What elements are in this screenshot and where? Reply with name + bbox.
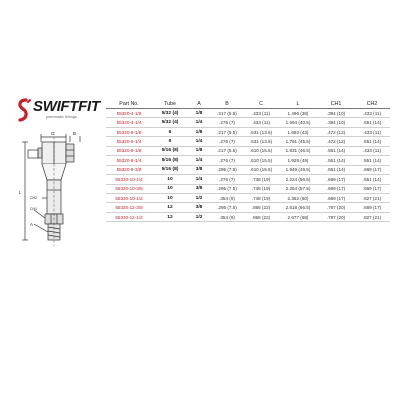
- table-row: [106, 118, 390, 127]
- header-tube: Tube: [152, 99, 188, 109]
- tube-cell: 10: [152, 184, 188, 193]
- push-in-fitting-technical-drawing-icon: [18, 128, 98, 268]
- ch1-cell: .472 (12): [318, 137, 354, 146]
- a-cell: 1/8: [188, 127, 210, 136]
- brand-logo: [16, 98, 102, 124]
- dimension-ch2-label: CH2: [30, 196, 38, 200]
- header-part-no: Part No.: [106, 99, 152, 109]
- b-cell: .354 (9): [210, 193, 244, 202]
- c-cell: .866 (22): [244, 212, 278, 221]
- tube-cell: 5/16 (8): [152, 146, 188, 155]
- c-cell: .531 (13.5): [244, 127, 278, 136]
- c-cell: .748 (19): [244, 184, 278, 193]
- ch1-cell: .669 (17): [318, 193, 354, 202]
- ch1-cell: .787 (20): [318, 203, 354, 212]
- part-no-cell: 55320-8-1/8: [106, 146, 152, 155]
- part-no-cell: 55320-8-1/4: [106, 156, 152, 165]
- ch2-cell: .433 (11): [354, 146, 390, 155]
- dimension-l-label: L: [19, 190, 22, 195]
- l-cell: 1.496 (38): [278, 109, 318, 118]
- header-a: A: [188, 99, 210, 109]
- l-cell: 2.362 (60): [278, 193, 318, 202]
- b-cell: .217 (5.5): [210, 127, 244, 136]
- l-cell: 2.618 (66.5): [278, 203, 318, 212]
- table-row: [106, 203, 390, 212]
- fitting-drawing: [18, 128, 98, 268]
- b-cell: .295 (7.5): [210, 165, 244, 174]
- l-cell: 1.594 (40.5): [278, 118, 318, 127]
- ch2-cell: .669 (17): [354, 184, 390, 193]
- part-no-cell: 55320-10-1/4: [106, 175, 152, 184]
- ch1-cell: .551 (14): [318, 165, 354, 174]
- part-no-cell: 55320-10-1/2: [106, 193, 152, 202]
- l-cell: 1.929 (49): [278, 156, 318, 165]
- table-row: [106, 109, 390, 118]
- header-b: B: [210, 99, 244, 109]
- table-row: [106, 156, 390, 165]
- a-cell: 1/2: [188, 212, 210, 221]
- ch2-cell: .551 (14): [354, 175, 390, 184]
- part-no-cell: 55320-12-1/2: [106, 212, 152, 221]
- part-no-cell: 55320-12-3/8: [106, 203, 152, 212]
- ch2-cell: .827 (21): [354, 212, 390, 221]
- c-cell: .748 (19): [244, 193, 278, 202]
- a-cell: 1/8: [188, 146, 210, 155]
- b-cell: .276 (7): [210, 118, 244, 127]
- dimension-c-label: C: [51, 131, 55, 136]
- l-cell: 2.264 (57.5): [278, 184, 318, 193]
- swiftfit-mark-icon: [16, 98, 32, 122]
- b-cell: .295 (7.5): [210, 184, 244, 193]
- c-cell: .610 (15.5): [244, 146, 278, 155]
- ch2-cell: .551 (14): [354, 156, 390, 165]
- tube-cell: 5/16 (8): [152, 156, 188, 165]
- table-row: [106, 165, 390, 174]
- a-cell: 1/4: [188, 118, 210, 127]
- dimension-b-label: B: [73, 131, 77, 136]
- c-cell: .531 (13.5): [244, 137, 278, 146]
- c-cell: .610 (15.5): [244, 165, 278, 174]
- b-cell: .276 (7): [210, 137, 244, 146]
- tube-cell: 12: [152, 212, 188, 221]
- header-row: [106, 99, 390, 109]
- l-cell: 1.949 (49.5): [278, 165, 318, 174]
- ch1-cell: .551 (14): [318, 146, 354, 155]
- ch1-cell: .551 (14): [318, 156, 354, 165]
- tube-cell: 6: [152, 137, 188, 146]
- c-cell: .433 (11): [244, 109, 278, 118]
- table-row: [106, 184, 390, 193]
- table-row: [106, 137, 390, 146]
- dimension-a-label: A: [30, 222, 34, 227]
- ch1-cell: .394 (10): [318, 109, 354, 118]
- a-cell: 3/8: [188, 165, 210, 174]
- b-cell: .276 (7): [210, 175, 244, 184]
- part-no-cell: 55320-4-1/4: [106, 118, 152, 127]
- dimension-ch1-label: CH1: [30, 207, 38, 211]
- tube-cell: 10: [152, 193, 188, 202]
- tube-cell: 12: [152, 203, 188, 212]
- part-no-cell: 55320-6-1/4: [106, 137, 152, 146]
- table-row: [106, 146, 390, 155]
- tube-cell: 5/32 (4): [152, 109, 188, 118]
- header-ch1: CH1: [318, 99, 354, 109]
- tube-cell: 5/16 (8): [152, 165, 188, 174]
- part-no-cell: 55320-6-1/8: [106, 127, 152, 136]
- ch2-cell: .827 (21): [354, 193, 390, 202]
- c-cell: .748 (19): [244, 175, 278, 184]
- b-cell: .354 (9): [210, 212, 244, 221]
- part-no-cell: 55320-10-3/8: [106, 184, 152, 193]
- a-cell: 1/8: [188, 109, 210, 118]
- a-cell: 1/4: [188, 156, 210, 165]
- l-cell: 1.693 (43): [278, 127, 318, 136]
- ch2-cell: .433 (11): [354, 109, 390, 118]
- table-row: [106, 127, 390, 136]
- header-c: C: [244, 99, 278, 109]
- ch1-cell: .394 (10): [318, 118, 354, 127]
- a-cell: 1/4: [188, 137, 210, 146]
- ch2-cell: .551 (14): [354, 137, 390, 146]
- ch2-cell: .551 (14): [354, 118, 390, 127]
- tube-cell: 10: [152, 175, 188, 184]
- ch1-cell: .472 (12): [318, 127, 354, 136]
- brand-tagline: pneumatic fittings: [46, 115, 77, 119]
- ch1-cell: .669 (17): [318, 184, 354, 193]
- b-cell: .217 (5.5): [210, 146, 244, 155]
- l-cell: 1.831 (46.5): [278, 146, 318, 155]
- part-no-cell: 55320-4-1/8: [106, 109, 152, 118]
- c-cell: .433 (11): [244, 118, 278, 127]
- a-cell: 1/2: [188, 193, 210, 202]
- b-cell: .276 (7): [210, 156, 244, 165]
- spec-table-body: [106, 109, 390, 222]
- c-cell: .866 (22): [244, 203, 278, 212]
- l-cell: 2.677 (68): [278, 212, 318, 221]
- a-cell: 3/8: [188, 203, 210, 212]
- spec-table: [106, 99, 390, 222]
- b-cell: .295 (7.5): [210, 203, 244, 212]
- tube-cell: 5/32 (4): [152, 118, 188, 127]
- header-ch2: CH2: [354, 99, 390, 109]
- brand-name: SWIFTFIT: [33, 98, 100, 115]
- table-row: [106, 193, 390, 202]
- table-row: [106, 175, 390, 184]
- l-cell: 1.791 (45.5): [278, 137, 318, 146]
- part-no-cell: 55320-8-3/8: [106, 165, 152, 174]
- ch2-cell: .669 (17): [354, 203, 390, 212]
- ch1-cell: .787 (20): [318, 212, 354, 221]
- c-cell: .610 (15.5): [244, 156, 278, 165]
- ch2-cell: .433 (11): [354, 127, 390, 136]
- header-l: L: [278, 99, 318, 109]
- ch2-cell: .669 (17): [354, 165, 390, 174]
- a-cell: 1/4: [188, 175, 210, 184]
- a-cell: 3/8: [188, 184, 210, 193]
- table-row: [106, 212, 390, 221]
- l-cell: 2.224 (56.5): [278, 175, 318, 184]
- ch1-cell: .669 (17): [318, 175, 354, 184]
- spec-table-header: [106, 99, 390, 109]
- tube-cell: 6: [152, 127, 188, 136]
- b-cell: .217 (5.5): [210, 109, 244, 118]
